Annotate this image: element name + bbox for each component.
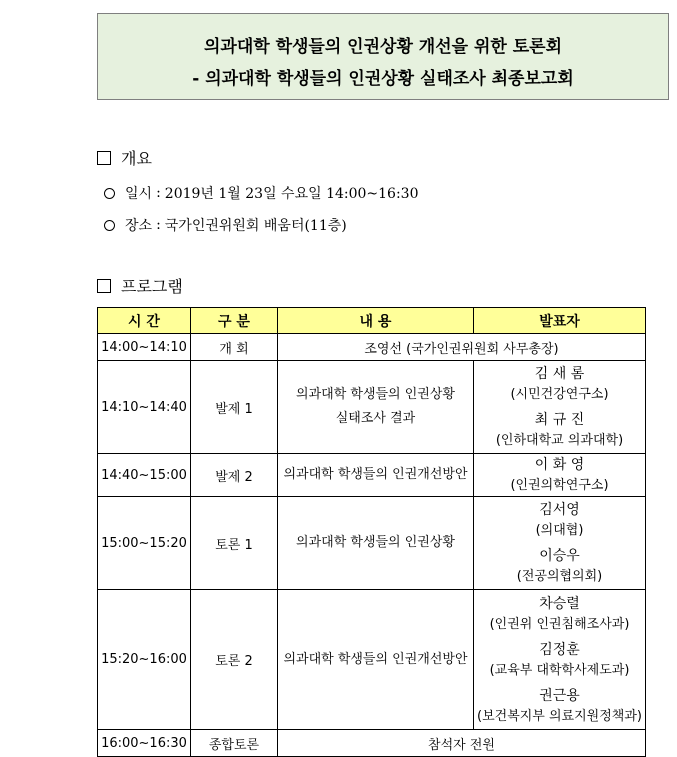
division-cell: 발제 1: [191, 361, 278, 454]
time-cell: 15:00~15:20: [98, 497, 191, 590]
presenter-cell: [474, 454, 646, 497]
merged-cell: 참석자 전원: [278, 730, 646, 757]
circle-bullet-icon: [104, 188, 115, 199]
table-row: [98, 334, 646, 361]
content-line: 의과대학 학생들의 인권개선방안: [283, 467, 468, 482]
section-heading: 프로그램: [121, 277, 183, 296]
presenter-name: 이승우: [539, 548, 580, 564]
table-row: [98, 454, 646, 497]
presenter-cell: [474, 361, 646, 454]
content-line: 의과대학 학생들의 인권상황: [296, 387, 455, 402]
document-title: 의과대학 학생들의 인권상황 개선을 위한 토론회: [203, 37, 563, 57]
content-cell: [278, 454, 474, 497]
time-cell: 14:40~15:00: [98, 454, 191, 497]
time-cell: 14:10~14:40: [98, 361, 191, 454]
presenter-name: 권근용: [539, 687, 580, 704]
overview-value: 국가인권위원회 배움터(11층): [164, 218, 347, 234]
presenter-org: (교육부 대학학사제도과): [489, 662, 630, 678]
table-row: [98, 590, 646, 730]
presenter-name: 차승렬: [539, 595, 580, 612]
section-program: [97, 274, 183, 297]
content-line: 의과대학 학생들의 인권상황: [296, 535, 455, 550]
column-header-presenter: 발표자: [474, 308, 646, 334]
presenter-name: 김 새 롬: [534, 366, 585, 382]
table-row: [98, 730, 646, 757]
presenter-org: (보건복지부 의료지원정책과): [477, 708, 642, 724]
circle-bullet-icon: [104, 220, 115, 231]
presenter-name: 이 화 영: [534, 457, 585, 473]
square-bullet-icon: [97, 279, 111, 293]
column-header-division: 구 분: [191, 308, 278, 334]
division-cell: 토론 2: [191, 590, 278, 730]
section-overview: [97, 146, 152, 169]
document-subtitle: - 의과대학 학생들의 인권상황 실태조사 최종보고회: [192, 69, 574, 89]
presenter-name: 김정훈: [539, 641, 580, 658]
presenter-org: (의대협): [535, 523, 584, 538]
section-heading: 개요: [121, 149, 152, 168]
overview-item-place: 장소 : 국가인권위원회 배움터(11층): [104, 215, 347, 235]
overview-label: 일시: [125, 186, 153, 202]
division-cell: 토론 1: [191, 497, 278, 590]
presenter-org: (인권위 인권침해조사과): [489, 616, 630, 632]
time-cell: 16:00~16:30: [98, 730, 191, 757]
table-row: [98, 497, 646, 590]
time-cell: 14:00~14:10: [98, 334, 191, 361]
presenter-org: (전공의협의회): [516, 569, 603, 584]
content-cell: [278, 361, 474, 454]
time-cell: 15:20~16:00: [98, 590, 191, 730]
overview-label: 장소: [125, 218, 153, 234]
column-header-time: 시 간: [98, 308, 191, 334]
presenter-name: 김서영: [539, 502, 580, 518]
presenter-org: (인권의학연구소): [510, 478, 609, 493]
program-table: [97, 307, 646, 757]
presenter-cell: [474, 590, 646, 730]
overview-value: 2019년 1월 23일 수요일 14:00~16:30: [164, 186, 419, 202]
presenter-org: (인하대학교 의과대학): [495, 433, 624, 448]
column-header-content: 내 용: [278, 308, 474, 334]
merged-cell: 조영선 (국가인권위원회 사무총장): [278, 334, 646, 361]
square-bullet-icon: [97, 151, 111, 165]
division-cell: 종합토론: [191, 730, 278, 757]
division-cell: 개 회: [191, 334, 278, 361]
content-line: 실태조사 결과: [335, 411, 416, 426]
presenter-name: 최 규 진: [534, 412, 585, 428]
table-header-row: [98, 308, 646, 334]
content-cell: [278, 497, 474, 590]
presenter-org: (시민건강연구소): [510, 387, 609, 402]
presenter-cell: [474, 497, 646, 590]
title-box: [97, 13, 669, 100]
table-row: [98, 361, 646, 454]
division-cell: 발제 2: [191, 454, 278, 497]
content-cell: [278, 590, 474, 730]
overview-item-date: 일시 : 2019년 1월 23일 수요일 14:00~16:30: [104, 183, 419, 203]
content-line: 의과대학 학생들의 인권개선방안: [283, 651, 468, 667]
